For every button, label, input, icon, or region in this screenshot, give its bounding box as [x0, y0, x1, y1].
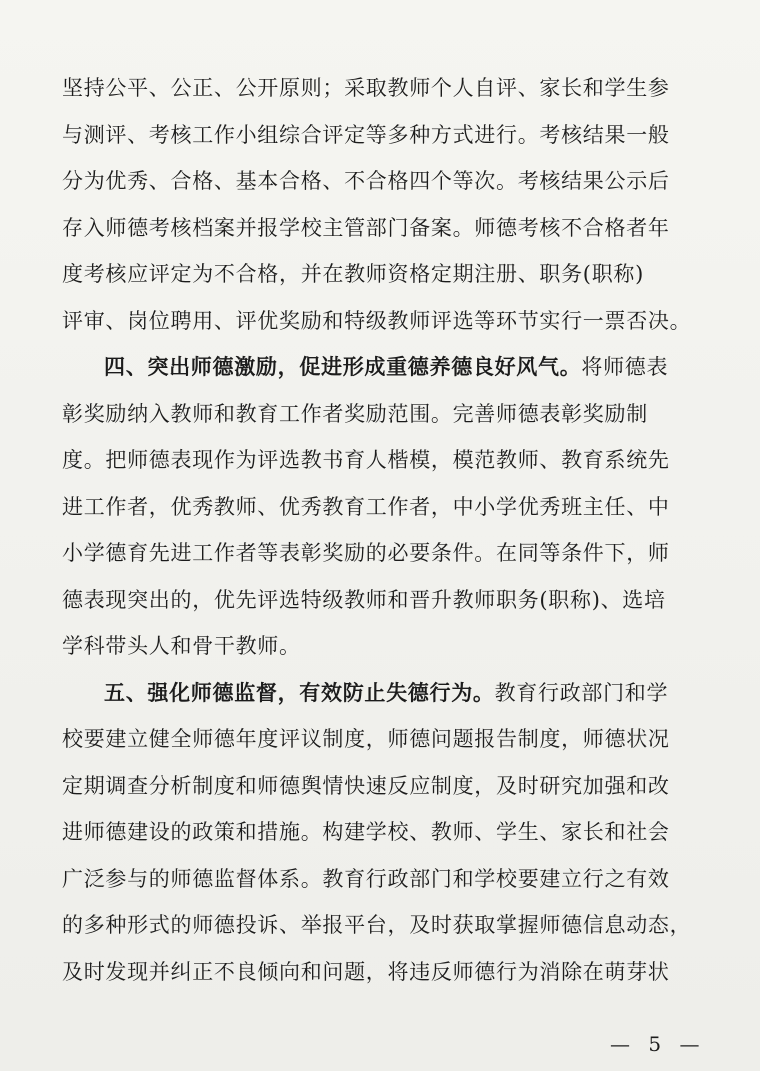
page-number: — 5 — [610, 1032, 706, 1056]
text-line-20: 及时发现并纠正不良倾向和问题，将违反师德行为消除在萌芽状 [62, 959, 670, 984]
text-line-9: 度。把师德表现作为评选教书育人楷模，模范教师、教育系统先 [62, 448, 670, 472]
text-line-17: 进师德建设的政策和措施。构建学校、教师、学生、家长和社会 [62, 820, 670, 844]
text-line-8: 彰奖励纳入教师和教育工作者奖励范围。完善师德表彰奖励制 [62, 401, 648, 426]
section-five-heading: 五、强化师德监督，有效防止失德行为。 [104, 679, 495, 705]
section-five-first-text: 教育行政部门和学 [494, 680, 669, 705]
text-line-1: 坚持公平、公正、公开原则；采取教师个人自评、家长和学生参 [62, 76, 670, 100]
text-line-18: 广泛参与的师德监督体系。教育行政部门和学校要建立行之有效 [62, 866, 670, 891]
body-text [62, 65, 700, 995]
text-line-12: 德表现突出的，优先评选特级教师和晋升教师职务(职称)、选培 [62, 587, 666, 612]
text-line-4: 存入师德考核档案并报学校主管部门备案。师德考核不合格者年 [62, 215, 670, 240]
text-line-3: 分为优秀、合格、基本合格、不合格四个等次。考核结果公示后 [62, 169, 670, 193]
section-four-first-line [62, 344, 700, 391]
text-line-11: 小学德育先进工作者等表彰奖励的必要条件。在同等条件下，师 [62, 541, 670, 565]
text-line-2: 与测评、考核工作小组综合评定等多种方式进行。考核结果一般 [62, 122, 670, 147]
section-four-first-text: 将师德表 [581, 355, 669, 379]
text-line-19: 的多种形式的师德投诉、举报平台，及时获取掌握师德信息动态， [62, 913, 692, 937]
text-line-6: 评审、岗位聘用、评优奖励和特级教师评选等环节实行一票否决。 [62, 308, 692, 333]
text-line-16: 定期调查分析制度和师德舆情快速反应制度，及时研究加强和改 [62, 773, 670, 798]
text-line-5: 度考核应评定为不合格，并在教师资格定期注册、职务(职称) [62, 262, 644, 286]
text-line-13: 学科带头人和骨干教师。 [62, 634, 301, 658]
text-line-10: 进工作者，优秀教师、优秀教育工作者，中小学优秀班主任、中 [62, 494, 670, 519]
section-five-first-line [62, 670, 700, 717]
section-four-heading: 四、突出师德激励，促进形成重德养德良好风气。 [104, 354, 582, 379]
text-line-15: 校要建立健全师德年度评议制度，师德问题报告制度，师德状况 [62, 727, 670, 751]
